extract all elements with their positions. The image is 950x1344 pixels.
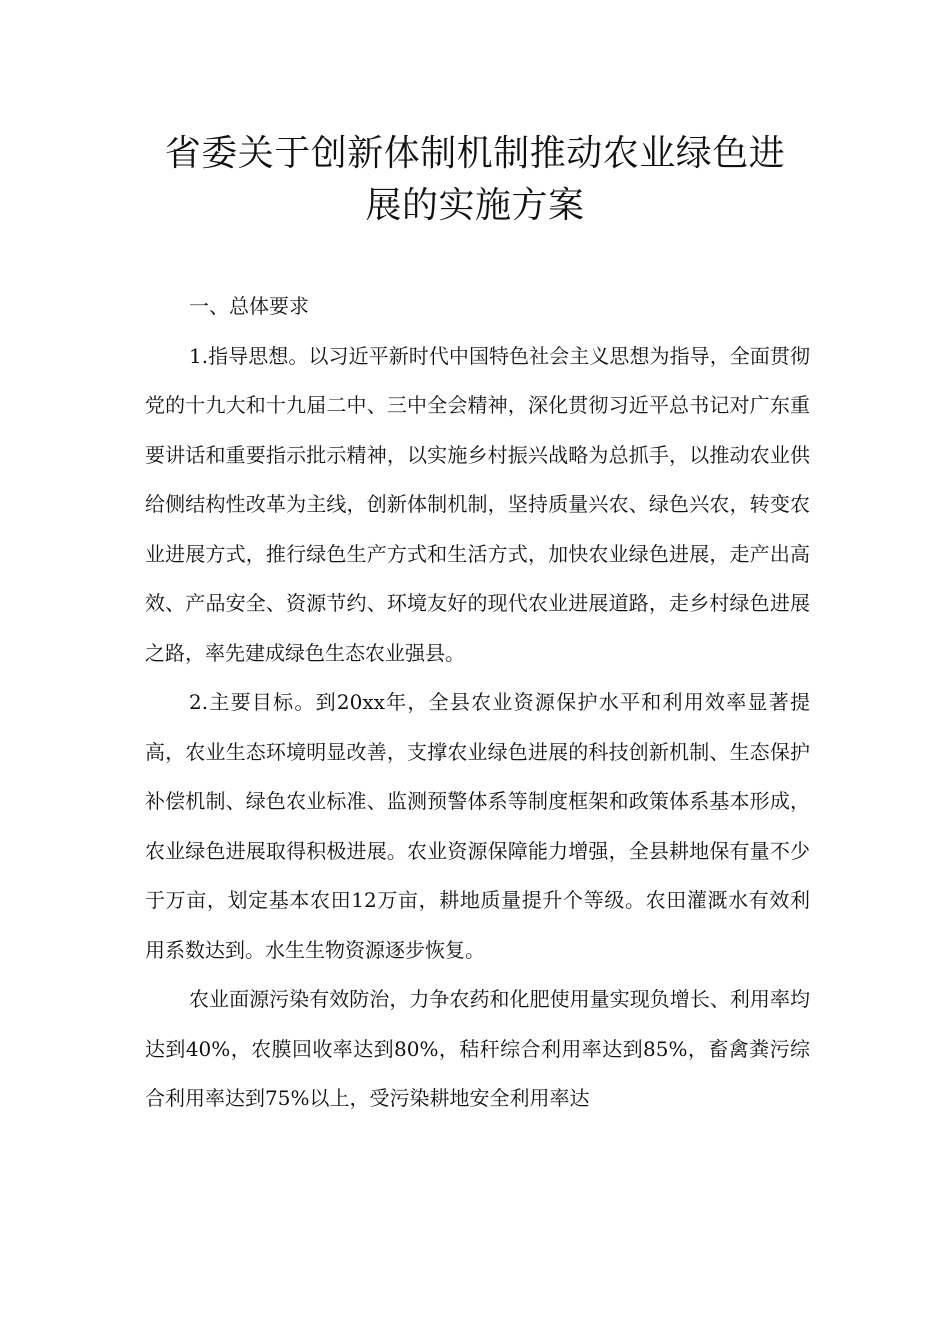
document-title-line-2: 展的实施方案 [365, 185, 585, 226]
paragraph-pollution-control: 农业面源污染有效防治，力争农药和化肥使用量实现负增长、利用率均达到40%，农膜回收率达到80%，秸秆综合利用率达到85%，畜禽粪污综合利用率达到75%以上，受污染耕地安全利用率达 [145, 987, 810, 1110]
paragraph-main-goals: 2.主要目标。到20xx年，全县农业资源保护水平和利用效率显著提高，农业生态环境明显改善，支撑农业绿色进展的科技创新机制、生态保护补偿机制、绿色农业标准、监测预警体系等制度框架和政策体系基本形成，农业绿色进展取得积极进展。农业资源保障能力增强，全县耕地保有量不少于万亩，划定基本农田12万亩，耕地质量提升个等级。农田灌溉水有效利用系数达到。水生生物资源逐步恢复。 [145, 690, 810, 962]
paragraph-guiding-ideology: 1.指导思想。以习近平新时代中国特色社会主义思想为指导，全面贯彻党的十九大和十九届二中、三中全会精神，深化贯彻习近平总书记对广东重要讲话和重要指示批示精神，以实施乡村振兴战略为总抓手，以推动农业供给侧结构性改革为主线，创新体制机制，坚持质量兴农、绿色兴农，转变农业进展方式，推行绿色生产方式和生活方式，加快农业绿色进展，走产出高效、产品安全、资源节约、环境友好的现代农业进展道路，走乡村绿色进展之路，率先建成绿色生态农业强县。 [145, 343, 810, 665]
document-title [100, 128, 850, 232]
section-heading-general-requirements: 一、总体要求 [189, 294, 309, 318]
document-body [145, 282, 810, 1124]
document-title-line-1: 省委关于创新体制机制推动农业绿色进 [164, 133, 786, 174]
